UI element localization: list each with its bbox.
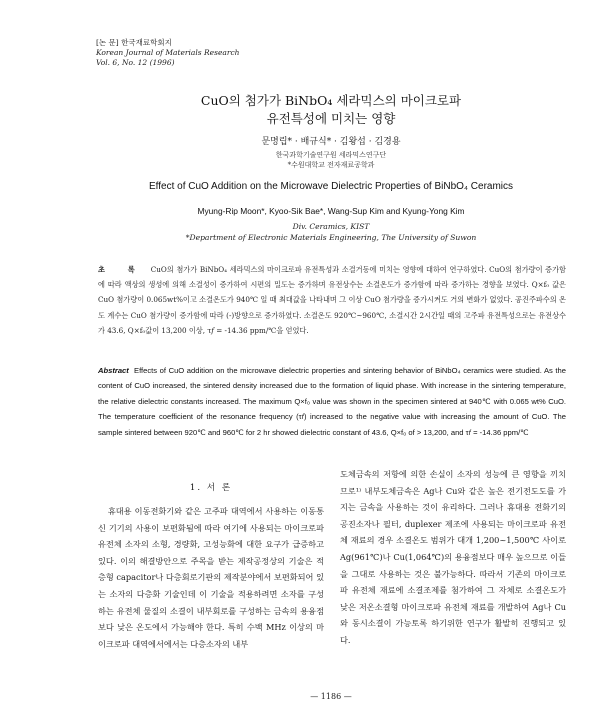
korean-abstract-text: CuO의 첨가가 BiNbO₄ 세라믹스의 마이크로파 유전특성과 소결거동에 미치는 영향에 대하여 연구하였다. CuO의 첨가량이 증가함에 따라 액상의 생성에 의해 소결성이 증가하여 시편의 밀도는 증가하며 유전상수는 소결온도가 증가함에 따라 증가하는 경향을 보였다. Q×f₀ 값은 CuO 첨가량이 0.065wt%이고 소결온도가 940℃ 일 때 최대값을 나타내며 그 이상 CuO 첨가량을 증가시켜도 거의 변화가 없었다. 공진주파수의 온도 계수는 CuO 첨가량이 증가함에 따라 (-)방향으로 증가하였다. 소결온도 920℃~960℃, 소결시간 2시간일 때의 고주파 유전특성으로는 유전상수가 43.6, Q×f₀값이 13,200 이상, τ𝑓 = -14.36 ppm/℃을 얻었다. [98,265,566,335]
english-authors: Myung-Rip Moon*, Kyoo-Sik Bae*, Wang-Sup Kim and Kyung-Yong Kim [197,206,465,216]
right-column-body [340,466,566,649]
english-title: Effect of CuO Addition on the Microwave Dielectric Properties of BiNbO₄ Ceramics [148,181,514,192]
english-abstract-text: Effects of CuO addition on the microwave dielectric properties and sintering behavior of BiNbO₄ ceramics were studied. As the content of CuO increased, the sintered density increased due to the formation of liquid phase. With increase in the sintering temperature, the relative dielectric constants increased. The maximum Q×f₀ value was shown in the specimen sintered at 940℃ with 0.065 wt% CuO. The temperature coefficient of the resonance frequency (τ𝑓) increased to the negative value with increasing the amount of CuO. The sample sintered between 920℃ and 960℃ for 2 hr showed dielectric constant of 43.6, Q×f₀ of > 13,200, and τ𝑓 = -14.36 ppm/℃ [98,366,566,437]
english-affiliation-line2: *Department of Electronic Materials Engineering, The University of Suwon [185,233,477,242]
left-column-body [98,503,324,652]
korean-title [96,92,566,128]
korean-affiliation [96,150,566,170]
english-affiliation-line1: Div. Ceramics, KIST [292,222,370,231]
right-column-paragraph: 도체금속의 저항에 의한 손실이 소자의 성능에 큰 영향을 끼치므로¹⁾ 내부도체금속은 Ag나 Cu와 같은 높은 전기전도도를 가지는 금속을 사용하는 것이 유리하다. 그러나 휴대용 전화기의 공진소자나 필터, duplexer 제조에 사용되는 마이크로파 유전체 재료의 경우 소결온도 범위가 대개 1,200~1,500℃ 사이로 Ag(961℃)나 Cu(1,064℃)의 용융점보다 매우 높으므로 이들을 그대로 사용하는 것은 불가능하다. 따라서 기존의 마이크로파 유전체 재료에 소결조제를 첨가하여 그 자체로 소결온도가 낮은 저온소결형 마이크로파 유전체 재료를 개발하여 Ag나 Cu와 동시소결이 가능토록 하기위한 연구가 활발히 진행되고 있다. [340,469,566,645]
journal-header-ko: [논 문] 한국재료학회지 [96,38,172,47]
korean-title-line2: 유전특성에 미치는 영향 [266,111,396,126]
section-heading: 1. 서 론 [189,483,233,493]
journal-header-en: Korean Journal of Materials Research [96,48,240,57]
korean-abstract [98,262,566,338]
english-abstract-label: Abstract [98,366,129,375]
korean-abstract-label: 초 록 [98,265,145,274]
korean-affiliation-line1: 한국과학기술연구원 세라믹스연구단 [275,151,387,159]
journal-header [96,38,239,68]
korean-affiliation-line2: *수원대학교 전자재료공학과 [287,161,375,169]
page-number: — 1186 — [310,692,352,701]
english-abstract [98,363,566,440]
introduction-paragraph: 휴대용 이동전화기와 같은 고주파 대역에서 사용하는 이동통신 기기의 사용이 보편화됨에 따라 여기에 사용되는 마이크로파 유전체 소자의 소형, 경량화, 고성능화에 대한 요구가 급증하고있다. 이의 해결방안으로 주목을 받는 제작공정상의 기술은 적층형 capacitor나 다층회로기판의 제작분야에서 보편화되어 있는 소자의 다층화 기술인데 이 기술을 적용하려면 소자를 구성하는 유전체 물질의 소결이 내부회로를 구성하는 금속의 용융점보다 낮은 온도에서 가능해야 한다. 특히 수백 MHz 이상의 마이크로파 대역에서에서는 다층소자의 내부 [98,506,324,649]
journal-volume: Vol. 6, No. 12 (1996) [96,58,175,67]
korean-authors: 문명립* · 배규식* · 김왕섭 · 김경용 [261,137,401,147]
english-affiliation [96,221,566,243]
korean-title-line1: CuO의 첨가가 BiNbO₄ 세라믹스의 마이크로파 [200,93,462,108]
